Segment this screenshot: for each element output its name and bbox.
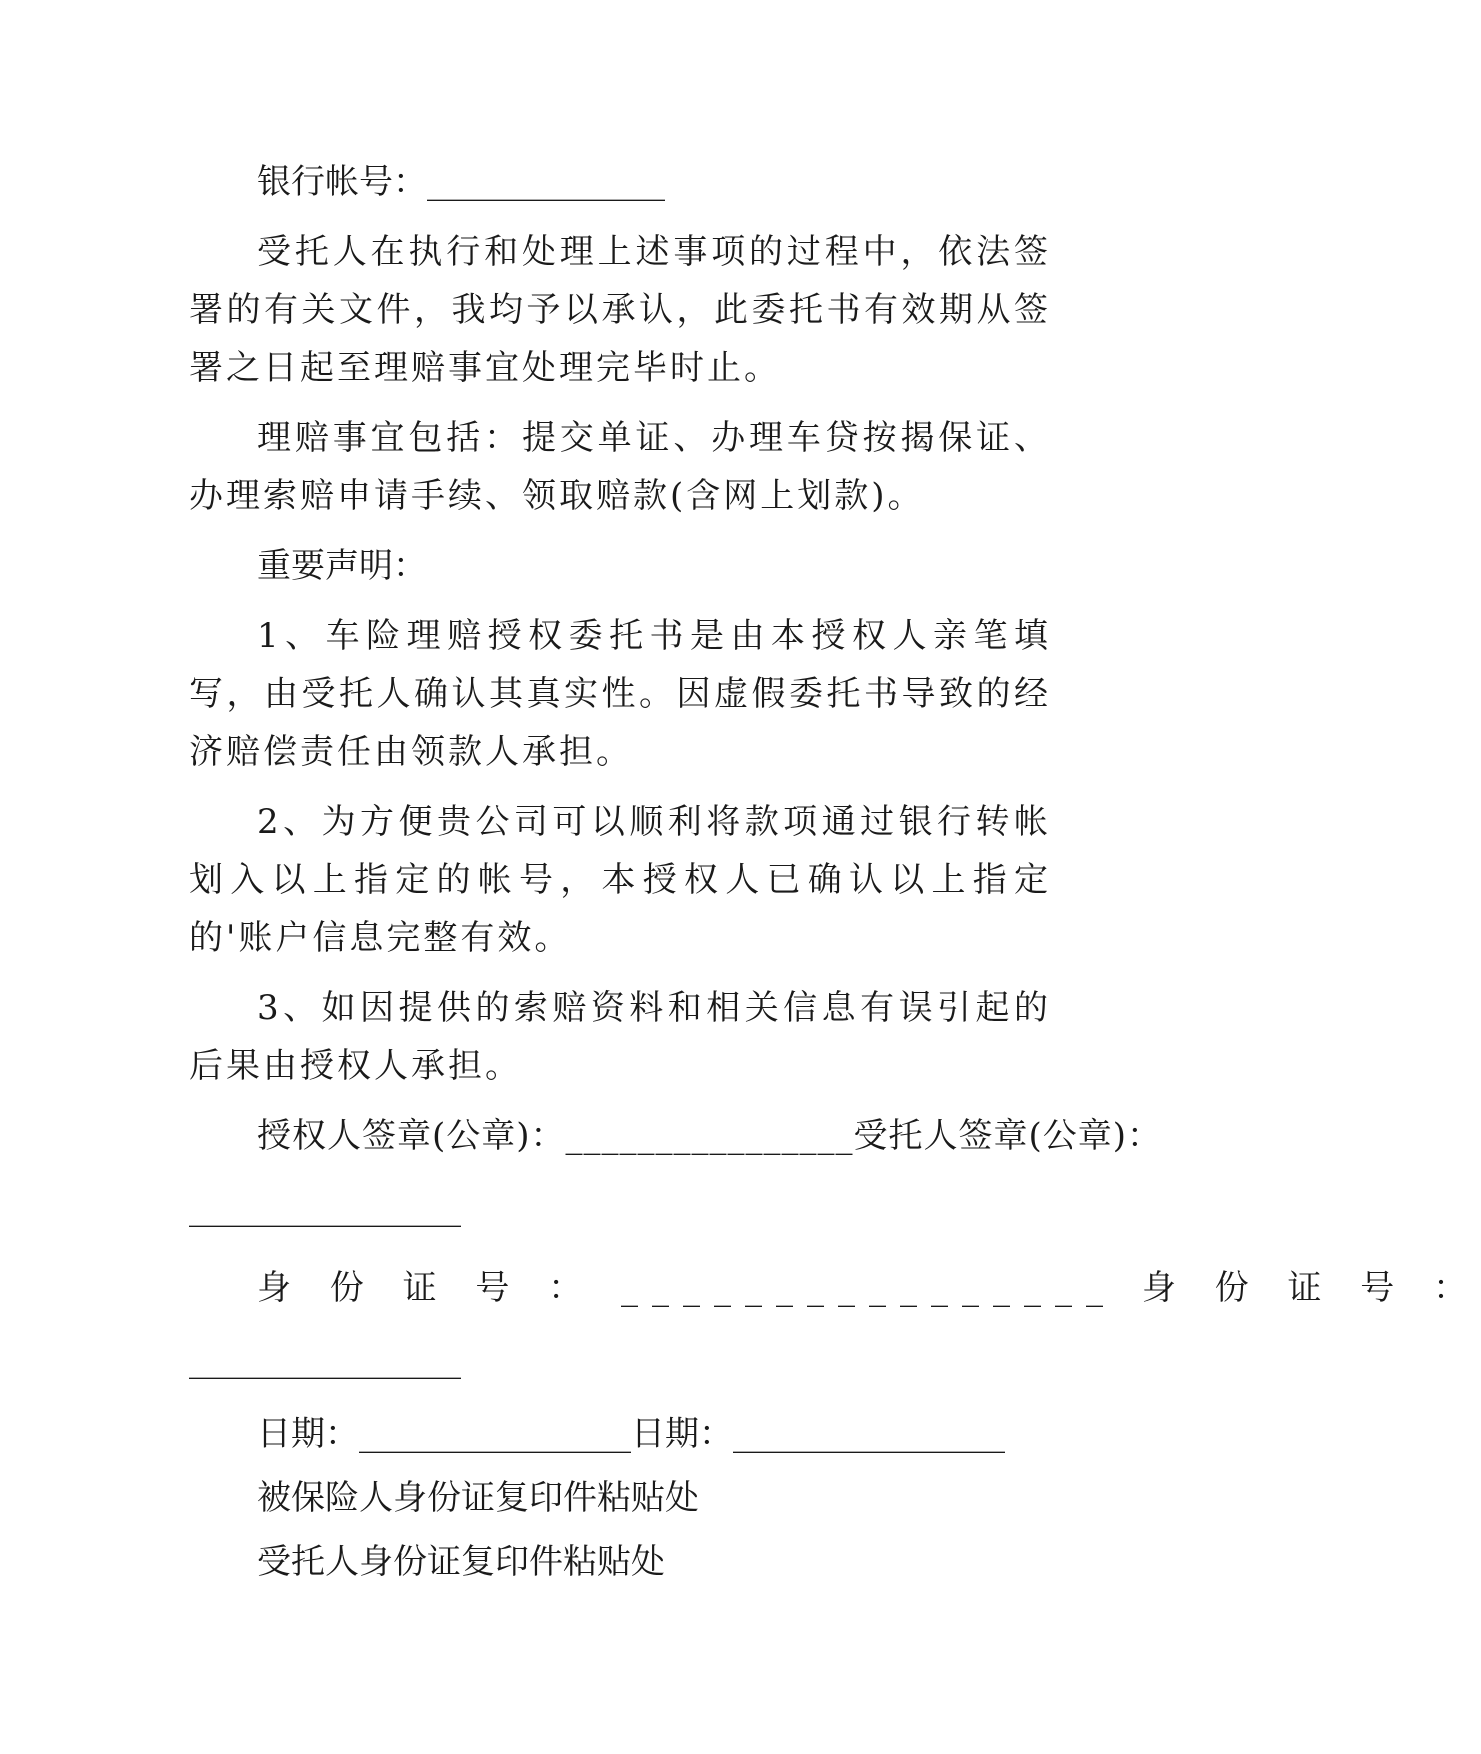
date-line: 日期：________________日期：________________ — [257, 1414, 1005, 1454]
declaration-item-2: 2、为方便贵公司可以顺利将款项通过银行转帐划入以上指定的帐号，本授权人已确认以上指定的'账户信息完整有效。 — [189, 802, 1051, 958]
id-number-line-blank: ________________ — [189, 1340, 461, 1380]
claim-matters-paragraph: 理赔事宜包括：提交单证、办理车贷按揭保证、办理索赔申请手续、领取赔款(含网上划款)。 — [189, 418, 1051, 516]
bank-account-line: 银行帐号：______________ — [257, 162, 665, 202]
trustee-id-copy-area: 受托人身份证复印件粘贴处 — [257, 1542, 665, 1582]
declaration-item-1: 1、车险理赔授权委托书是由本授权人亲笔填写，由受托人确认其真实性。因虚假委托书导致的经济赔偿责任由领款人承担。 — [189, 616, 1051, 772]
signature-line-blank: ________________ — [189, 1188, 461, 1228]
authorization-paragraph: 受托人在执行和处理上述事项的过程中，依法签署的有关文件，我均予以承认，此委托书有效期从签署之日起至理赔事宜处理完毕时止。 — [189, 232, 1051, 388]
id-number-line: 身 份 证 号 ： ________________ 身 份 证 号 ： — [257, 1268, 1481, 1308]
insured-id-copy-area: 被保险人身份证复印件粘贴处 — [257, 1478, 699, 1518]
declaration-heading: 重要声明： — [257, 546, 427, 586]
signature-line: 授权人签章(公章)：________________受托人签章(公章)： — [257, 1116, 1163, 1156]
declaration-item-3: 3、如因提供的索赔资料和相关信息有误引起的后果由授权人承担。 — [189, 988, 1051, 1086]
document-body — [189, 153, 1481, 1591]
